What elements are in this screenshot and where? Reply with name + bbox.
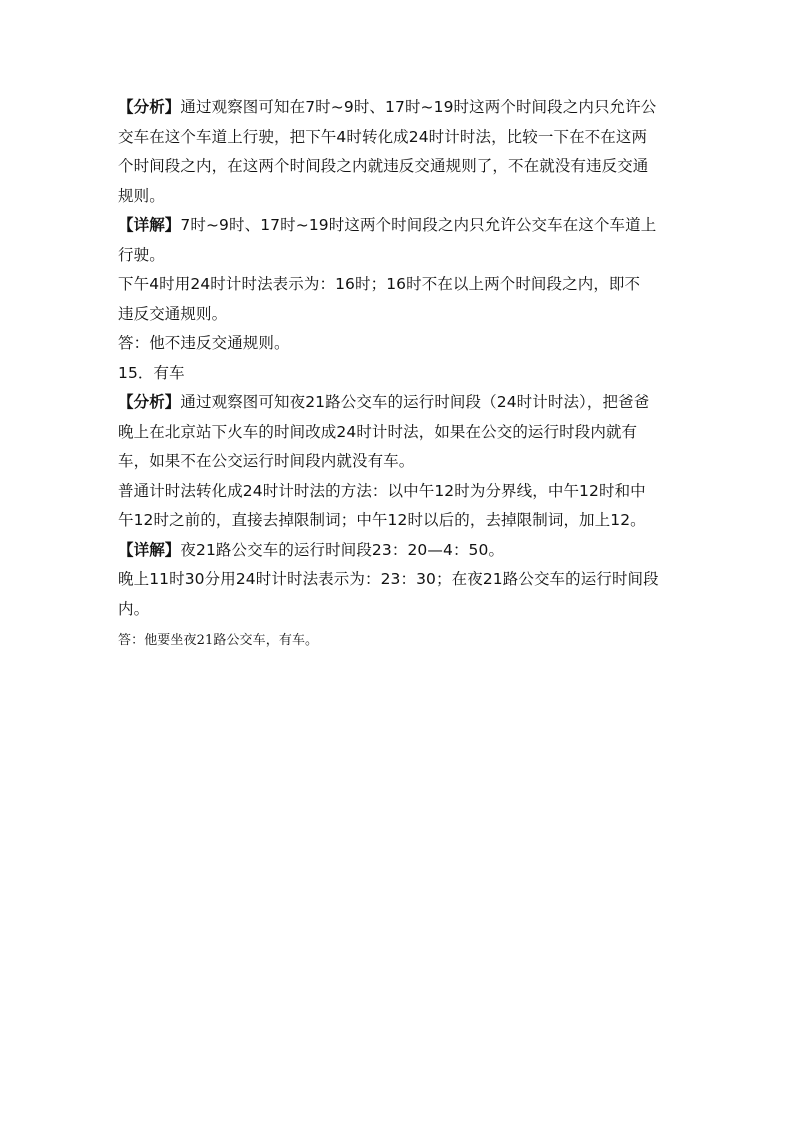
detail-line: 下午4时用24时计时法表示为：16时；16时不在以上两个时间段之内，即不: [118, 275, 641, 293]
detail-tag: 【详解】: [118, 540, 181, 559]
detail-tag: 【详解】: [118, 216, 181, 234]
detail-line: 【详解】7时~9时、17时~19时这两个时间段之内只允许公交车在这个车道上: [118, 216, 657, 234]
detail-line: 晚上11时30分用24时计时法表示为：23：30；在夜21路公交车的运行时间段: [118, 570, 659, 588]
analysis-line: 普通计时法转化成24时计时法的方法：以中午12时为分界线，中午12时和中: [118, 481, 646, 500]
question-heading: 15．有车: [118, 363, 185, 382]
answer-line: 答：他不违反交通规则。: [118, 334, 290, 352]
analysis-line: 午12时之前的，直接去掉限制词；中午12时以后的，去掉限制词，加上12。: [118, 511, 646, 529]
analysis-line: 【分析】通过观察图可知在7时~9时、17时~19时这两个时间段之内只允许公: [118, 98, 657, 116]
analysis-line: 交车在这个车道上行驶，把下午4时转化成24时计时法，比较一下在不在这两: [118, 127, 648, 146]
analysis-line: 【分析】通过观察图可知夜21路公交车的运行时间段（24时计时法），把爸爸: [118, 393, 650, 411]
answer-line: 答：他要坐夜21路公交车，有车。: [118, 633, 319, 648]
analysis-tag: 【分析】: [118, 98, 181, 116]
analysis-line: 个时间段之内，在这两个时间段之内就违反交通规则了，不在就没有违反交通: [118, 157, 649, 175]
detail-line: 内。: [118, 599, 150, 618]
analysis-tag: 【分析】: [118, 393, 181, 411]
analysis-line: 车，如果不在公交运行时间段内就没有车。: [118, 452, 415, 470]
document-page: [118, 93, 684, 652]
detail-line: 行驶。: [118, 245, 165, 264]
analysis-line: 规则。: [118, 186, 165, 205]
detail-line: 【详解】夜21路公交车的运行时间段23：20—4：50。: [118, 540, 505, 559]
detail-line: 违反交通规则。: [118, 304, 228, 323]
analysis-line: 晚上在北京站下火车的时间改成24时计时法，如果在公交的运行时段内就有: [118, 422, 638, 441]
